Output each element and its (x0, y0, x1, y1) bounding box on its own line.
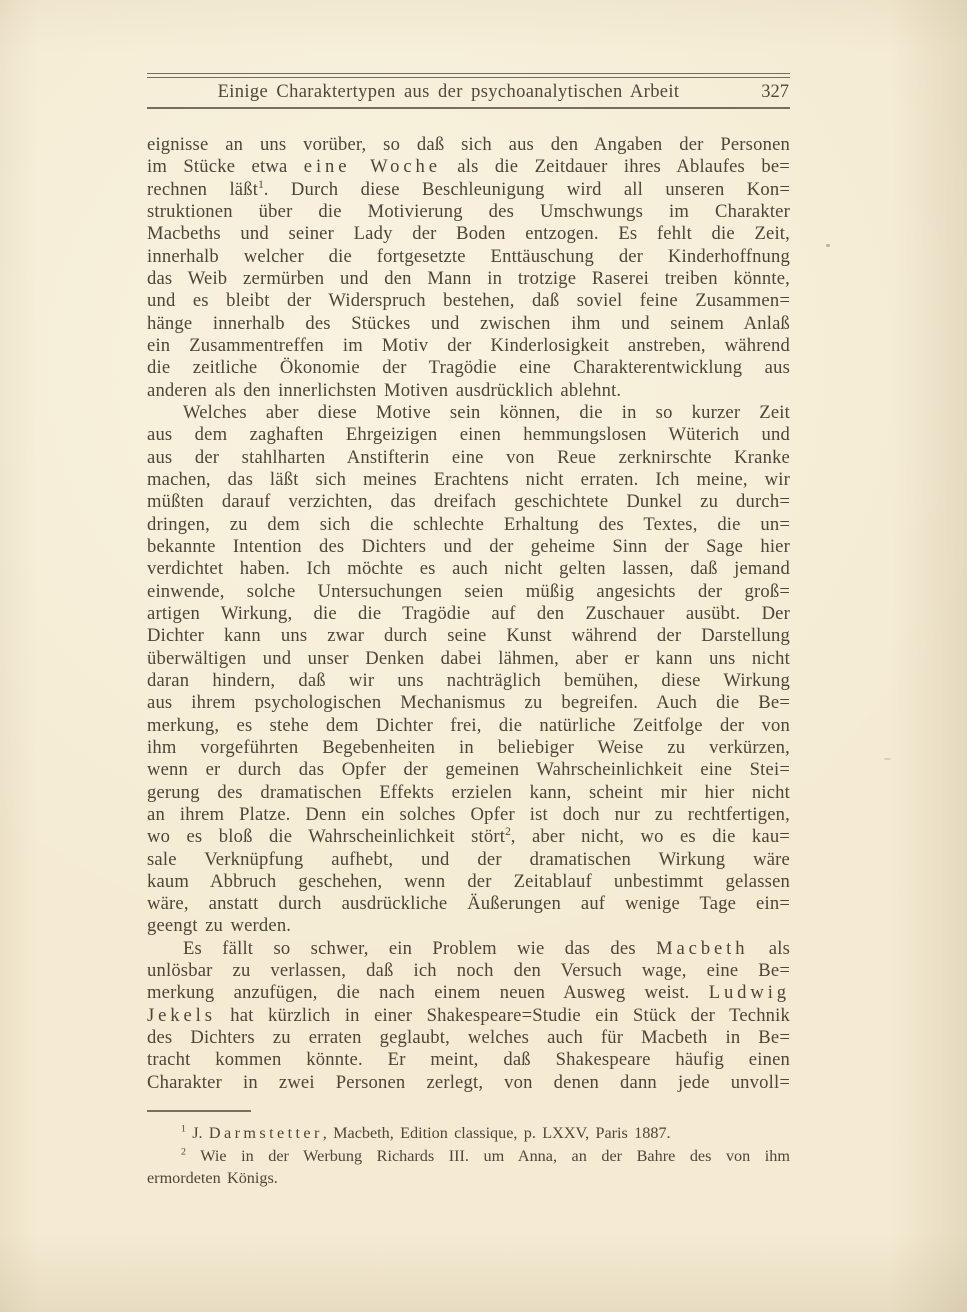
text-line: dringen, zu dem sich die schlechte Erhaltung des Textes, die un= (147, 513, 790, 535)
footnotes (147, 1122, 790, 1190)
text-line: wäre, anstatt durch ausdrückliche Äußerungen auf wenige Tage ein= (147, 893, 790, 915)
running-head-title: Einige Charaktertypen aus der psychoanalytischen Arbeit (217, 82, 680, 102)
text-line: tracht kommen könnte. Er meint, daß Shakespeare häufig einen (147, 1049, 790, 1071)
text-line: das Weib zermürben und den Mann in trotzige Raserei treiben könnte, (147, 267, 790, 289)
paragraph (147, 938, 790, 1094)
text-line: müßten darauf verzichten, das dreifach geschichtete Dunkel zu durch= (147, 491, 790, 513)
letterspaced-emphasis: Ludwig (708, 982, 790, 1004)
header-rule-bottom (147, 107, 790, 109)
header-rule-top-inner (147, 77, 790, 78)
text-line: ihm vorgeführten Begebenheiten in beliebiger Weise zu verkürzen, (147, 736, 790, 758)
text-line: Jekels hat kürzlich in einer Shakespeare=Studie ein Stück der Technik (147, 1004, 790, 1026)
text-line: und es bleibt der Widerspruch bestehen, daß soviel feine Zusammen= (147, 290, 790, 312)
text-line: machen, das läßt sich meines Erachtens nicht erraten. Ich meine, wir (147, 468, 790, 490)
text-line: innerhalb welcher die fortgesetzte Enttäuschung der Kinderhoffnung (147, 245, 790, 267)
text-line: Macbeths und seiner Lady der Boden entzogen. Es fehlt die Zeit, (147, 223, 790, 245)
running-head (147, 0, 790, 125)
text-line: ermordeten Königs. (147, 1169, 278, 1188)
footnote-marker: 2 (505, 825, 511, 838)
header-rule-top-outer (147, 73, 790, 74)
text-line: gerung des dramatischen Effekts erzielen kann, scheint mir hier nicht (147, 781, 790, 803)
text-line: merkung, es stehe dem Dichter frei, die natürliche Zeitfolge der von (147, 714, 790, 736)
text-line: aus dem zaghaften Ehrgeizigen einen hemmungslosen Wüterich und (147, 424, 790, 446)
text-line: aus ihrem psychologischen Mechanismus zu begreifen. Auch die Be= (147, 692, 790, 714)
text-line: Dichter kann uns zwar durch seine Kunst während der Darstellung (147, 625, 790, 647)
text-line: des Dichters zu erraten geglaubt, welches auch für Macbeth in Be= (147, 1027, 790, 1049)
text-line: artigen Wirkung, die die Tragödie auf den Zuschauer ausübt. Der (147, 602, 790, 624)
text-line: ein Zusammentreffen im Motiv der Kinderlosigkeit anstreben, während (147, 334, 790, 356)
paragraph (147, 402, 790, 938)
body-text (147, 134, 790, 1094)
scan-speck (884, 758, 891, 760)
text-line: aus der stahlharten Anstifterin eine von Reue zerknirschte Kranke (147, 446, 790, 468)
text-line: kaum Abbruch geschehen, wenn der Zeitablauf unbestimmt gelassen (147, 870, 790, 892)
footnote-marker: 2 (181, 1146, 186, 1158)
text-line: rechnen läßt$^1$. Durch diese Beschleunigung wird all unseren Kon= (147, 178, 790, 200)
footnote-marker: 1 (258, 178, 264, 191)
text-line: eignisse an uns vorüber, so daß sich aus den Angaben der Personen (147, 134, 790, 155)
text-line: Charakter in zwei Personen zerlegt, von denen dann jede unvoll= (147, 1071, 790, 1093)
text-line: wo es bloß die Wahrscheinlichkeit stört$^2$, aber nicht, wo es die kau= (147, 825, 790, 848)
text-line: sale Verknüpfung aufhebt, und der dramatischen Wirkung wäre (147, 848, 790, 870)
text-line: struktionen über die Motivierung des Umschwungs im Charakter (147, 200, 790, 222)
text-line: bekannte Intention des Dichters und der geheime Sinn der Sage hier (147, 535, 790, 557)
text-line: Es fällt so schwer, ein Problem wie das des Macbeth als (183, 937, 790, 959)
letterspaced-emphasis: Jekels (147, 1004, 216, 1026)
text-line: Welches aber diese Motive sein können, die in so kurzer Zeit (183, 401, 790, 423)
text-line: $^2$ Wie in der Werbung Richards III. um Anna, an der Bahre des von ihm (181, 1146, 790, 1165)
text-line: geengt zu werden. (147, 915, 292, 937)
text-line: überwältigen und unser Denken dabei lähmen, aber er kann uns nicht (147, 647, 790, 669)
text-line: unlösbar zu verlassen, daß ich noch den Versuch wage, eine Be= (147, 960, 790, 982)
page-number: 327 (761, 82, 789, 102)
text-line: verdichtet haben. Ich möchte es auch nicht gelten lassen, daß jemand (147, 558, 790, 580)
text-line: an ihrem Platze. Denn ein solches Opfer ist doch nur zu rechtfertigen, (147, 803, 790, 825)
text-line: hänge innerhalb des Stückes und zwischen ihm und seinem Anlaß (147, 312, 790, 334)
letterspaced-emphasis: Darmstetter (208, 1124, 323, 1142)
letterspaced-emphasis: eine Woche (303, 156, 441, 178)
text-line: $^1$ J. Darmstetter, Macbeth, Edition classique, p. LXXV, Paris 1887. (181, 1123, 671, 1142)
text-line: merkung anzufügen, die nach einem neuen Ausweg weist. Ludwig (147, 982, 790, 1004)
footnote-separator (147, 1110, 251, 1112)
letterspaced-emphasis: Macbeth (656, 937, 749, 959)
text-line: daran hindern, daß wir uns nachträglich bemühen, diese Wirkung (147, 669, 790, 691)
text-line: wenn er durch das Opfer der gemeinen Wahrscheinlichkeit eine Stei= (147, 759, 790, 781)
text-line: im Stücke etwa eine Woche als die Zeitdauer ihres Ablaufes be= (147, 156, 790, 178)
text-line: anderen als den innerlichsten Motiven ausdrücklich ablehnt. (147, 379, 622, 401)
text-line: die zeitliche Ökonomie der Tragödie eine Charakterentwicklung aus (147, 357, 790, 379)
footnote-marker: 1 (181, 1123, 186, 1135)
paragraph (147, 134, 790, 402)
text-line: einwende, solche Untersuchungen seien müßig angesichts der groß= (147, 580, 790, 602)
scan-speck (826, 244, 830, 247)
